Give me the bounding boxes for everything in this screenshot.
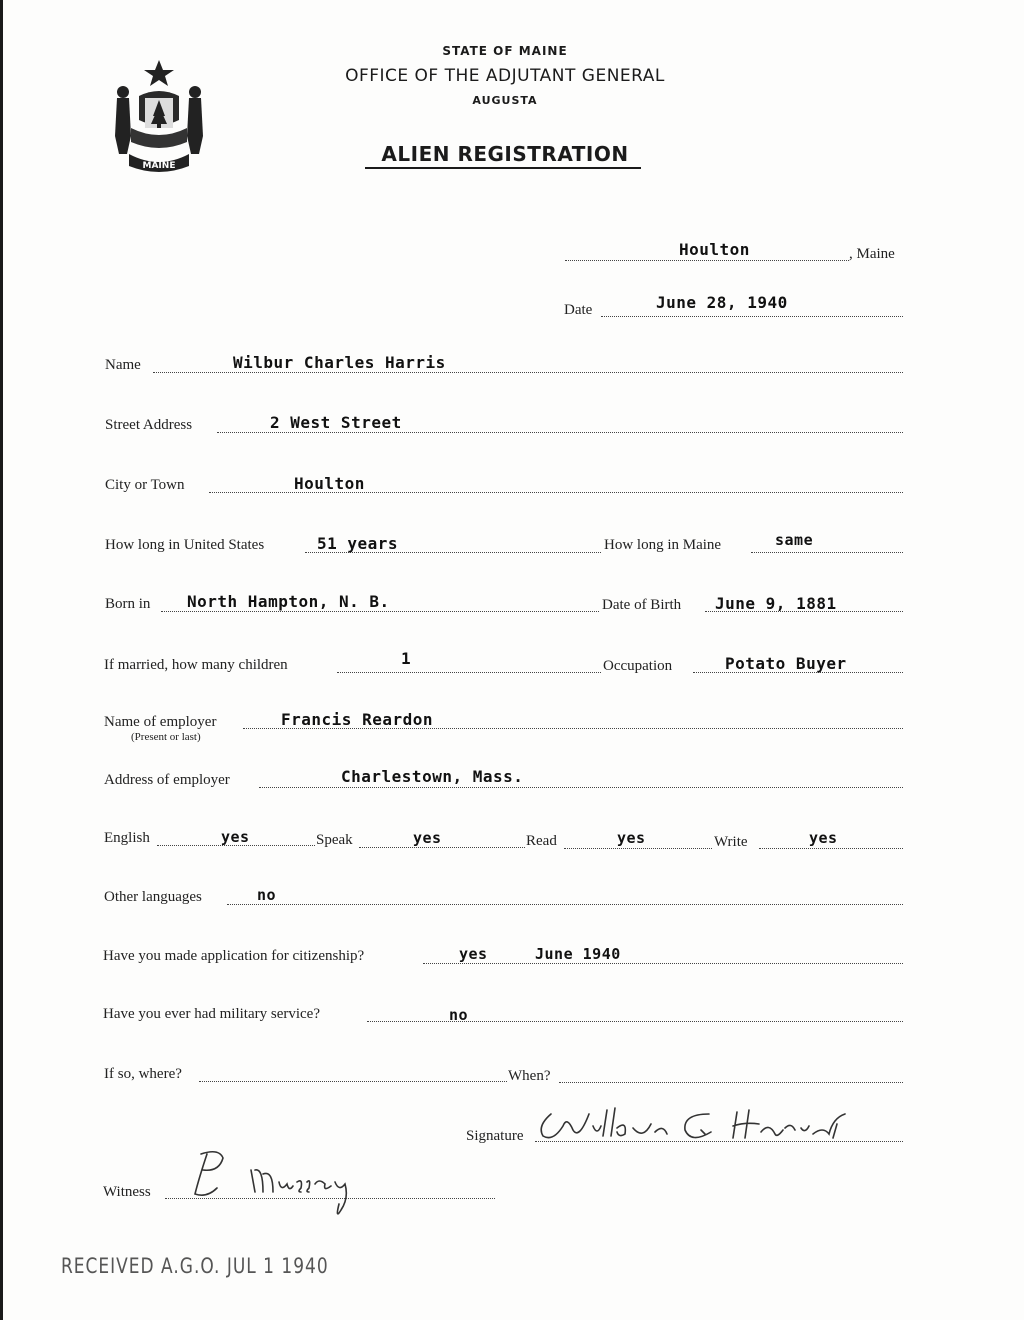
date-line — [601, 316, 903, 317]
header-state: STATE OF MAINE — [442, 44, 568, 58]
name-value: Wilbur Charles Harris — [233, 353, 446, 372]
witness-label: Witness — [103, 1184, 151, 1200]
where-line — [199, 1081, 507, 1082]
us-duration-value: 51 years — [317, 534, 399, 553]
employer-sublabel: (Present or last) — [131, 731, 201, 743]
place-line — [565, 260, 849, 261]
employer-label: Name of employer — [104, 714, 217, 730]
header-office: OFFICE OF THE ADJUTANT GENERAL — [345, 66, 665, 86]
dob-value: June 9, 1881 — [715, 594, 837, 613]
employer-address-line — [259, 787, 903, 788]
write-label: Write — [714, 834, 748, 850]
applicant-signature — [533, 1100, 873, 1146]
name-line — [153, 372, 903, 373]
english-label: English — [104, 830, 150, 846]
signature-label: Signature — [466, 1128, 524, 1144]
maine-duration-value: same — [775, 531, 814, 549]
english-value: yes — [221, 828, 250, 846]
other-languages-label: Other languages — [104, 889, 202, 905]
place-suffix: , Maine — [849, 246, 895, 262]
born-in-value: North Hampton, N. B. — [187, 592, 390, 611]
speak-label: Speak — [316, 832, 353, 848]
when-line — [559, 1082, 903, 1083]
citizenship-date-value: June 1940 — [535, 945, 621, 963]
street-label: Street Address — [105, 417, 193, 433]
citizenship-label: Have you made application for citizenship? — [103, 948, 365, 964]
read-value: yes — [617, 829, 646, 847]
read-line — [564, 848, 712, 849]
employer-value: Francis Reardon — [281, 710, 433, 729]
military-label: Have you ever had military service? — [103, 1006, 320, 1022]
name-label: Name — [105, 357, 141, 373]
read-label: Read — [526, 833, 557, 849]
place-value: Houlton — [679, 240, 750, 259]
citizenship-value: yes — [459, 945, 488, 963]
witness-signature — [189, 1148, 379, 1224]
children-line — [337, 672, 601, 673]
where-label: If so, where? — [104, 1066, 182, 1082]
employer-address-label: Address of employer — [104, 772, 230, 788]
military-line — [367, 1021, 903, 1022]
title-underline — [365, 167, 641, 169]
date-label: Date — [564, 302, 593, 318]
write-value: yes — [809, 829, 838, 847]
form-title: ALIEN REGISTRATION — [381, 142, 629, 166]
children-value: 1 — [401, 649, 412, 668]
when-label: When? — [508, 1068, 551, 1084]
header-city: AUGUSTA — [472, 94, 538, 107]
date-value: June 28, 1940 — [656, 293, 788, 312]
received-stamp: RECEIVED A.G.O. JUL 1 1940 — [61, 1254, 329, 1279]
other-languages-line — [227, 904, 903, 905]
occupation-value: Potato Buyer — [725, 654, 847, 673]
write-line — [759, 848, 903, 849]
street-line — [217, 432, 903, 433]
city-value: Houlton — [294, 474, 365, 493]
speak-value: yes — [413, 829, 442, 847]
other-languages-value: no — [257, 886, 277, 904]
employer-address-value: Charlestown, Mass. — [341, 767, 524, 786]
street-value: 2 West Street — [270, 413, 402, 432]
svg-text:MAINE: MAINE — [142, 161, 176, 171]
citizenship-line — [423, 963, 903, 964]
born-in-label: Born in — [105, 596, 151, 612]
occupation-label: Occupation — [603, 658, 673, 674]
born-in-line — [161, 611, 599, 612]
city-label: City or Town — [105, 477, 185, 493]
dob-label: Date of Birth — [602, 597, 682, 613]
military-value: no — [449, 1006, 469, 1024]
us-duration-label: How long in United States — [105, 537, 265, 553]
maine-duration-label: How long in Maine — [604, 537, 722, 553]
children-label: If married, how many children — [104, 657, 288, 673]
maine-duration-line — [751, 552, 903, 553]
speak-line — [359, 847, 525, 848]
